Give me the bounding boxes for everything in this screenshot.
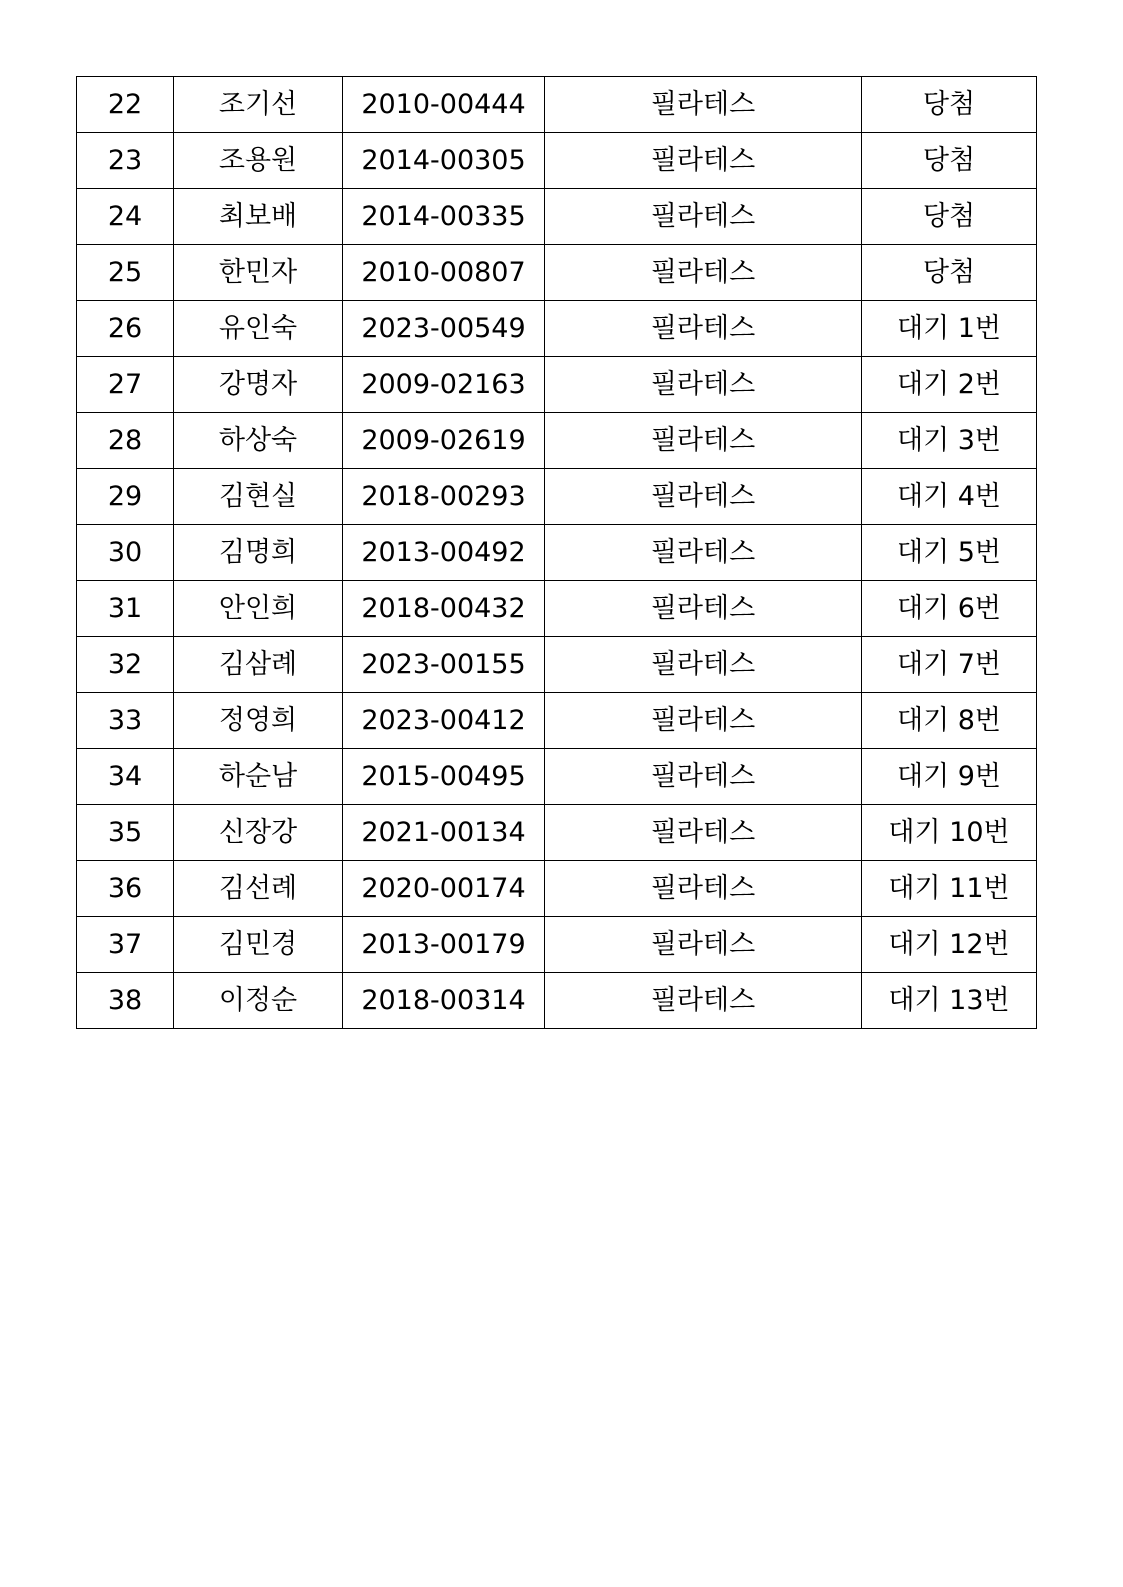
result-status: 대기 1번 [862,301,1037,357]
result-status: 대기 10번 [862,805,1037,861]
member-id: 2018-00293 [343,469,545,525]
member-name: 하상숙 [174,413,343,469]
member-id: 2013-00179 [343,917,545,973]
row-number: 32 [77,637,174,693]
program-name: 필라테스 [545,973,862,1029]
member-id: 2023-00549 [343,301,545,357]
table-row [77,301,1037,357]
table-row [77,189,1037,245]
member-id: 2023-00155 [343,637,545,693]
program-name: 필라테스 [545,189,862,245]
program-name: 필라테스 [545,525,862,581]
table-row [77,973,1037,1029]
table-row [77,693,1037,749]
table-row [77,805,1037,861]
member-id: 2010-00444 [343,77,545,133]
program-name: 필라테스 [545,861,862,917]
member-id: 2020-00174 [343,861,545,917]
program-name: 필라테스 [545,413,862,469]
member-id: 2018-00432 [343,581,545,637]
member-id: 2021-00134 [343,805,545,861]
member-name: 김선례 [174,861,343,917]
result-status: 대기 11번 [862,861,1037,917]
member-id: 2023-00412 [343,693,545,749]
member-id: 2010-00807 [343,245,545,301]
result-status: 대기 13번 [862,973,1037,1029]
member-name: 신장강 [174,805,343,861]
program-name: 필라테스 [545,133,862,189]
program-name: 필라테스 [545,581,862,637]
member-name: 유인숙 [174,301,343,357]
table-row [77,245,1037,301]
member-id: 2013-00492 [343,525,545,581]
table-row [77,357,1037,413]
result-status: 대기 5번 [862,525,1037,581]
member-id: 2014-00335 [343,189,545,245]
row-number: 34 [77,749,174,805]
program-name: 필라테스 [545,637,862,693]
result-status: 당첨 [862,133,1037,189]
member-name: 한민자 [174,245,343,301]
member-name: 최보배 [174,189,343,245]
program-name: 필라테스 [545,917,862,973]
row-number: 38 [77,973,174,1029]
member-name: 김삼례 [174,637,343,693]
row-number: 27 [77,357,174,413]
table-row [77,917,1037,973]
result-status: 대기 4번 [862,469,1037,525]
member-id: 2009-02163 [343,357,545,413]
result-status: 대기 2번 [862,357,1037,413]
lottery-result-table [76,76,1037,1029]
row-number: 23 [77,133,174,189]
member-id: 2018-00314 [343,973,545,1029]
row-number: 37 [77,917,174,973]
result-status: 대기 9번 [862,749,1037,805]
table-row [77,469,1037,525]
member-name: 하순남 [174,749,343,805]
result-status: 대기 3번 [862,413,1037,469]
table-body [77,77,1037,1029]
table-row [77,525,1037,581]
table-row [77,581,1037,637]
row-number: 25 [77,245,174,301]
row-number: 29 [77,469,174,525]
member-name: 안인희 [174,581,343,637]
program-name: 필라테스 [545,749,862,805]
program-name: 필라테스 [545,357,862,413]
row-number: 33 [77,693,174,749]
result-status: 대기 8번 [862,693,1037,749]
row-number: 36 [77,861,174,917]
member-name: 이정순 [174,973,343,1029]
table-row [77,413,1037,469]
result-status: 당첨 [862,189,1037,245]
row-number: 31 [77,581,174,637]
result-status: 대기 12번 [862,917,1037,973]
member-id: 2015-00495 [343,749,545,805]
row-number: 26 [77,301,174,357]
program-name: 필라테스 [545,77,862,133]
member-name: 김명희 [174,525,343,581]
program-name: 필라테스 [545,693,862,749]
table-row [77,133,1037,189]
result-status: 대기 6번 [862,581,1037,637]
result-status: 당첨 [862,77,1037,133]
member-name: 김현실 [174,469,343,525]
table-row [77,637,1037,693]
program-name: 필라테스 [545,301,862,357]
result-status: 당첨 [862,245,1037,301]
row-number: 24 [77,189,174,245]
result-status: 대기 7번 [862,637,1037,693]
member-name: 정영희 [174,693,343,749]
row-number: 22 [77,77,174,133]
table-row [77,861,1037,917]
table-row [77,749,1037,805]
row-number: 30 [77,525,174,581]
member-name: 조용원 [174,133,343,189]
member-id: 2009-02619 [343,413,545,469]
program-name: 필라테스 [545,805,862,861]
member-name: 김민경 [174,917,343,973]
program-name: 필라테스 [545,469,862,525]
row-number: 35 [77,805,174,861]
table-row [77,77,1037,133]
member-id: 2014-00305 [343,133,545,189]
member-name: 강명자 [174,357,343,413]
member-name: 조기선 [174,77,343,133]
program-name: 필라테스 [545,245,862,301]
row-number: 28 [77,413,174,469]
